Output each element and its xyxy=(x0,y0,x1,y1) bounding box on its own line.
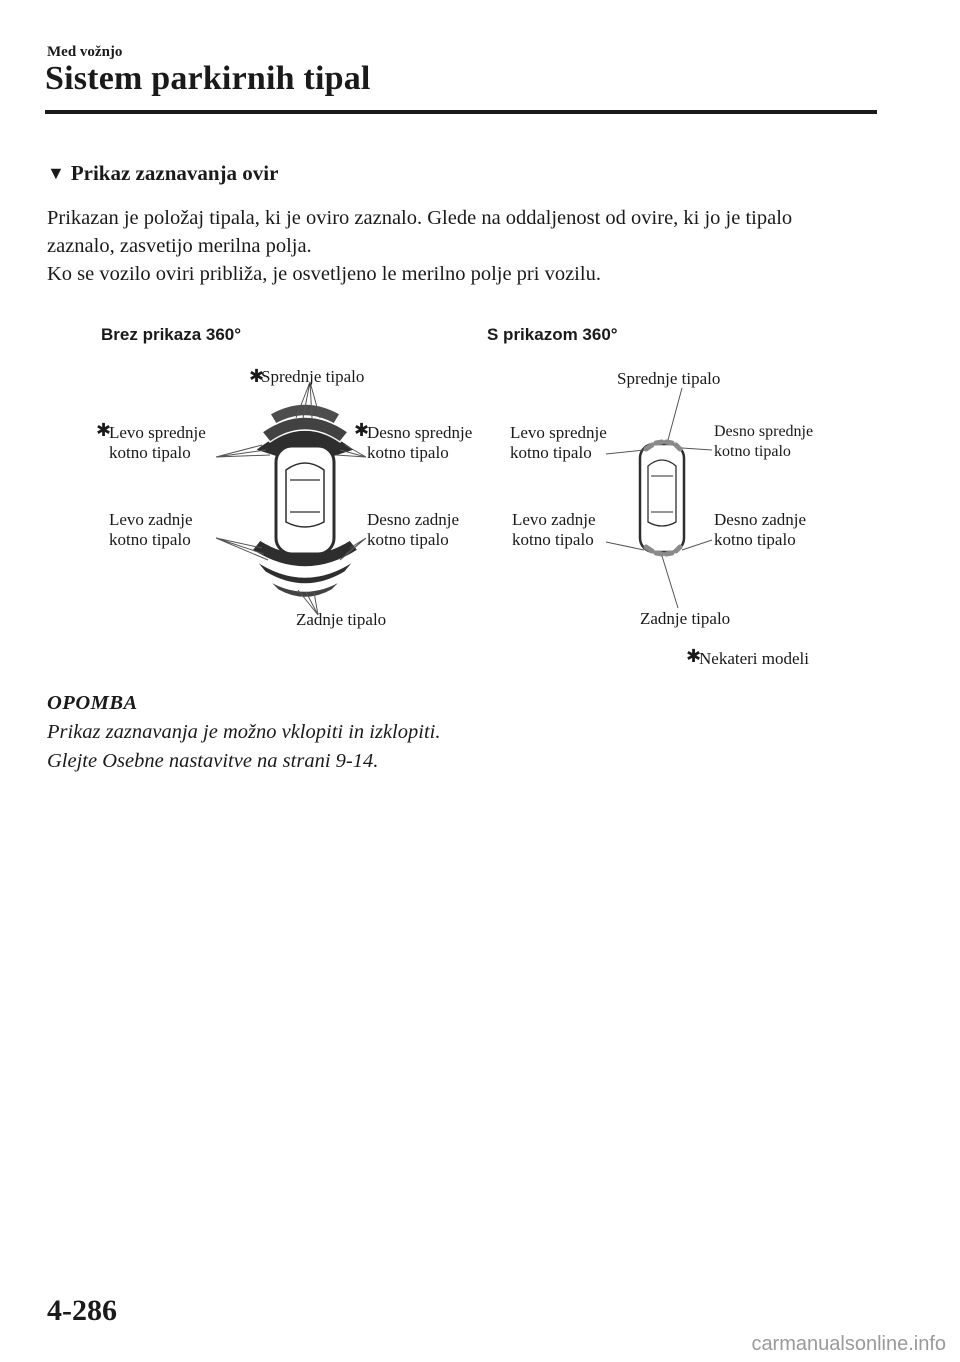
asterisk-icon: ✱ xyxy=(249,366,265,386)
rear-sensor-label: Zadnje tipalo xyxy=(640,609,731,628)
right-rear-corner-label: Desno zadnje xyxy=(367,510,460,529)
left-rear-corner-label: Levo zadnje xyxy=(512,510,596,529)
chapter-label: Med vožnjo xyxy=(47,44,123,60)
right-rear-corner-label: kotno tipalo xyxy=(714,530,796,549)
left-rear-corner-label: kotno tipalo xyxy=(512,530,594,549)
right-front-corner-label: kotno tipalo xyxy=(714,443,791,460)
right-front-corner-label: kotno tipalo xyxy=(367,443,449,462)
left-panel-title: Brez prikaza 360° xyxy=(101,325,242,344)
left-front-corner-label: kotno tipalo xyxy=(109,443,191,462)
asterisk-icon: ✱ xyxy=(686,646,702,666)
note-line: Prikaz zaznavanja je možno vklopiti in izklopiti. xyxy=(47,721,441,743)
right-front-corner-label: Desno sprednje xyxy=(367,423,473,442)
left-panel xyxy=(96,325,472,629)
body-line: Ko se vozilo oviri približa, je osvetljeno le merilno polje pri vozilu. xyxy=(47,263,601,285)
left-front-corner-label: Levo sprednje xyxy=(510,423,607,442)
asterisk-icon: ✱ xyxy=(354,420,370,440)
sensor-diagram xyxy=(0,300,960,700)
subsection-heading xyxy=(47,161,278,186)
left-front-corner-label: kotno tipalo xyxy=(510,443,592,462)
section-title: Sistem parkirnih tipal xyxy=(45,60,371,97)
triangle-bullet-icon: ▼ xyxy=(47,163,65,183)
body-text xyxy=(47,204,887,288)
note-block xyxy=(47,689,440,776)
footnote-some-models: Nekateri modeli xyxy=(699,649,809,668)
note-title: OPOMBA xyxy=(47,692,138,714)
left-rear-corner-label: Levo zadnje xyxy=(109,510,193,529)
body-line: Prikazan je položaj tipala, ki je oviro zaznalo. Glede na oddaljenost od ovire, ki jo je tipalo xyxy=(47,207,793,229)
left-front-corner-label: Levo sprednje xyxy=(109,423,206,442)
rear-sensor-label: Zadnje tipalo xyxy=(296,610,387,629)
body-line: zaznalo, zasvetijo merilna polja. xyxy=(47,235,312,257)
car-top-view xyxy=(640,444,684,552)
left-rear-corner-label: kotno tipalo xyxy=(109,530,191,549)
right-panel xyxy=(487,325,813,668)
right-panel-title: S prikazom 360° xyxy=(487,325,618,344)
watermark: carmanualsonline.info xyxy=(751,1333,946,1355)
asterisk-icon: ✱ xyxy=(96,420,112,440)
title-rule xyxy=(45,110,877,114)
car-top-view xyxy=(276,446,334,554)
right-front-corner-label: Desno sprednje xyxy=(714,423,814,440)
right-rear-corner-label: Desno zadnje xyxy=(714,510,807,529)
page-number: 4-286 xyxy=(47,1294,117,1327)
front-sensor-label: Sprednje tipalo xyxy=(617,369,721,388)
right-rear-corner-label: kotno tipalo xyxy=(367,530,449,549)
note-line: Glejte Osebne nastavitve na strani 9-14. xyxy=(47,750,379,772)
subsection-heading-text: Prikaz zaznavanja ovir xyxy=(70,161,279,185)
front-sensor-label: Sprednje tipalo xyxy=(261,367,365,386)
